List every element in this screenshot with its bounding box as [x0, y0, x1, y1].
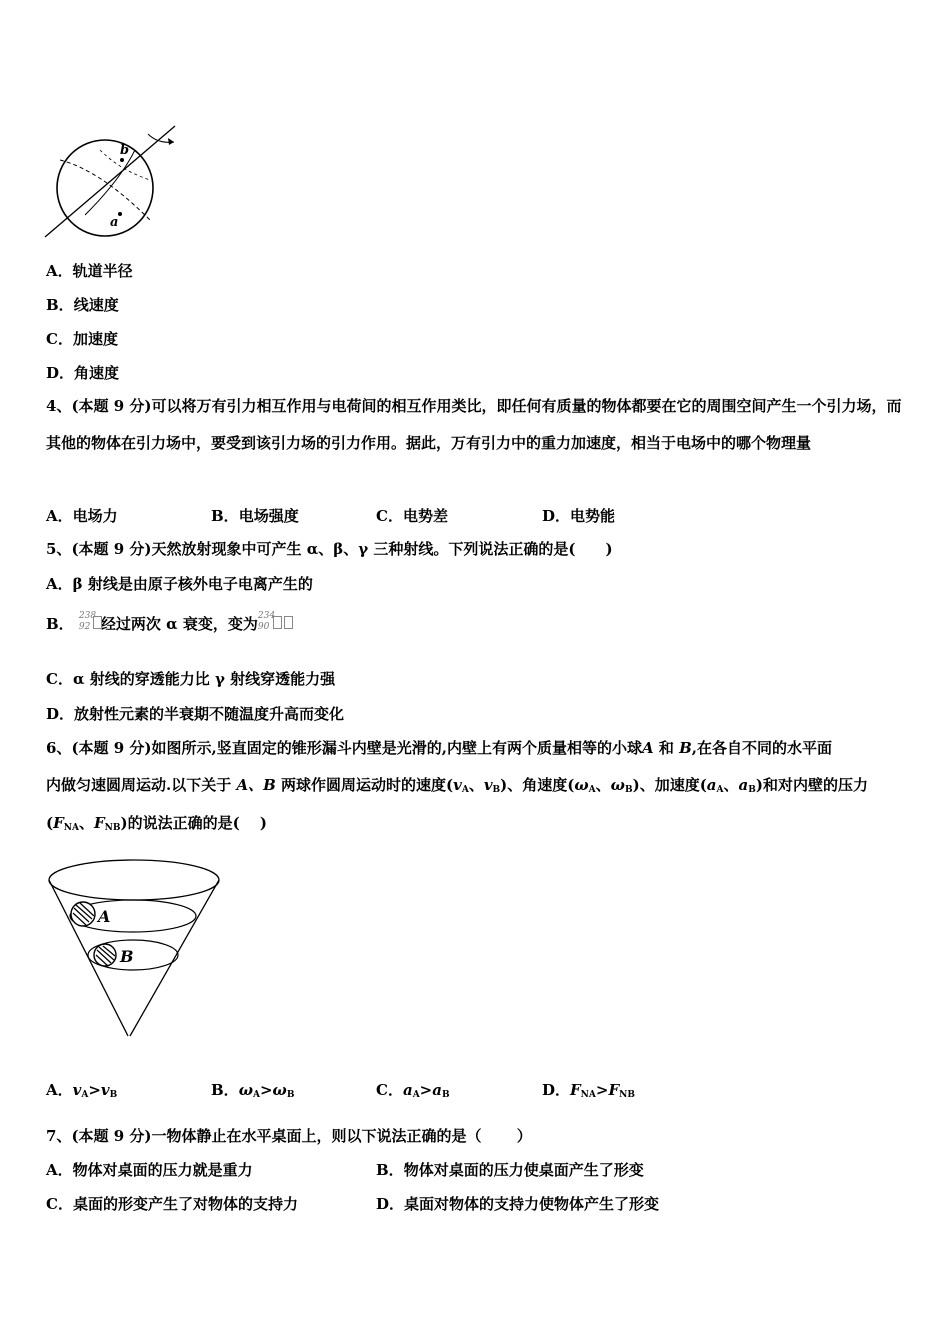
q5-option-d: D．放射性元素的半衰期不随温度升高而变化: [46, 705, 345, 723]
rotating-sphere-figure: [40, 120, 190, 245]
q4-option-b: B．电场强度: [211, 507, 299, 525]
funnel-figure: [48, 858, 228, 1038]
q4-option-d: D．电势能: [542, 507, 616, 525]
q3-option-a: A．轨道半径: [46, 262, 133, 280]
q4-stem: 4、(本题 9 分)可以将万有引力相互作用与电荷间的相互作用类比，即任何有质量的物体都要在它的周围空间产生一个引力场，而其他的物体在引力场中，要受到该引力场的引力作用。据此，万有引力中的重力加速度，相当于电场中的哪个物理量: [46, 397, 902, 452]
q5-option-c: C．α 射线的穿透能力比 γ 射线穿透能力强: [46, 670, 336, 688]
point-a-label: a: [110, 215, 119, 230]
ball-a-label: A: [98, 907, 111, 926]
q5-stem: 5、(本题 9 分)天然放射现象中可产生 α、β、γ 三种射线。下列说法正确的是( ): [46, 540, 613, 558]
q7-stem: 7、(本题 9 分)一物体静止在水平桌面上，则以下说法正确的是（ ）: [46, 1127, 532, 1145]
thorium-nuclide-symbol: 234 90: [258, 614, 296, 634]
q6-stem-line1: 6、(本题 9 分)如图所示,竖直固定的锥形漏斗内壁是光滑的,内壁上有两个质量相等的小球A 和 B,在各自不同的水平面: [46, 739, 832, 757]
q7-option-b: B．物体对桌面的压力使桌面产生了形变: [376, 1161, 644, 1179]
q3-option-c: C．加速度: [46, 330, 118, 348]
ball-b-label: B: [120, 947, 134, 966]
q6-option-c: C．$a_A>a_B$: [376, 1081, 450, 1100]
q5-option-a: A．β 射线是由原子核外电子电离产生的: [46, 575, 313, 593]
q6-option-d: D．$F_{NA}>F_{NB}$: [542, 1081, 635, 1100]
q4-option-a: A．电场力: [46, 507, 118, 525]
q7-option-d: D．桌面对物体的支持力使物体产生了形变: [376, 1195, 660, 1213]
q5-option-b: B． 238 92 经过两次 α 衰变，变为 234 90: [46, 614, 296, 634]
q6-option-a: A．$v_A>v_B$: [46, 1081, 118, 1100]
uranium-nuclide-symbol: 238 92: [79, 614, 101, 634]
q3-option-b: B．线速度: [46, 296, 119, 314]
q3-option-d: D．角速度: [46, 364, 120, 382]
q7-option-c: C．桌面的形变产生了对物体的支持力: [46, 1195, 298, 1213]
q6-stem-line2: 内做匀速圆周运动.以下关于 A、B 两球作圆周运动时的速度($v_A$、$v_B$)、角速度($\omega_A$、$\omega_B$)、加速度($a_A$、$a_B$)和对内壁的压力: [46, 776, 868, 795]
q6-option-b: B．$\omega_A>\omega_B$: [211, 1081, 295, 1100]
q7-option-a: A．物体对桌面的压力就是重力: [46, 1161, 253, 1179]
q6-stem-line3: ($F_{NA}$、$F_{NB}$)的说法正确的是( ): [46, 814, 268, 833]
q4-option-c: C．电势差: [376, 507, 448, 525]
point-b-label: b: [120, 143, 130, 158]
